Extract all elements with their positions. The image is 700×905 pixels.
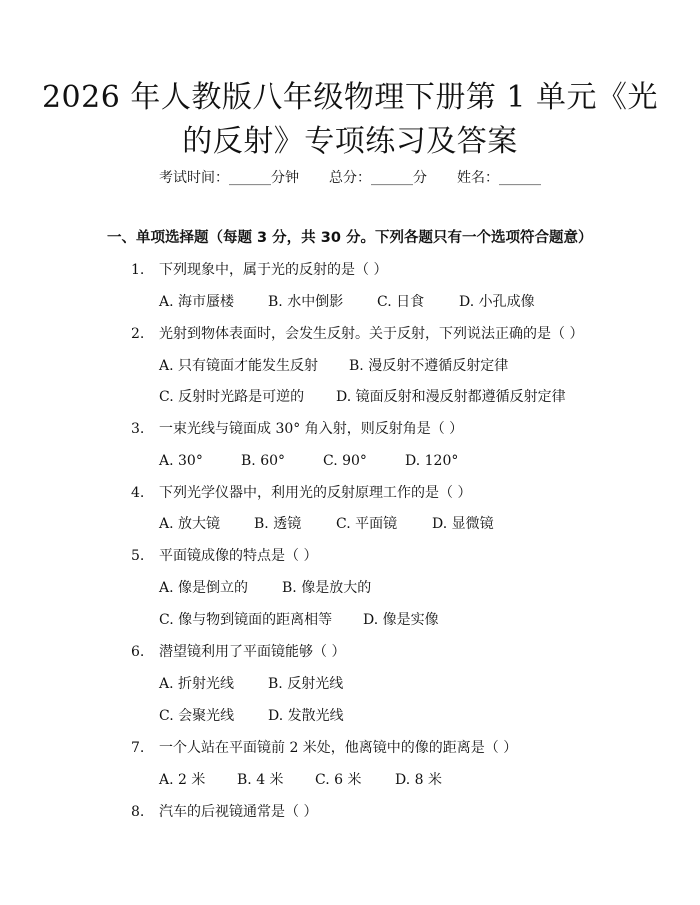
question-2 <box>131 324 583 344</box>
option-b: B. 像是放大的 <box>282 580 372 596</box>
option-c: C. 6 米 <box>315 772 362 788</box>
question-text: 汽车的后视镜通常是（ ） <box>159 804 318 820</box>
option-d: D. 显微镜 <box>432 516 494 532</box>
section-heading: 一、单项选择题（每题 3 分，共 30 分。下列各题只有一个选项符合题意） <box>107 230 593 246</box>
exam-meta-line <box>0 168 700 188</box>
option-a: A. 放大镜 <box>159 516 221 532</box>
question-number: 4. <box>131 485 145 501</box>
question-number: 3. <box>131 421 145 437</box>
page-title <box>40 76 660 164</box>
question-number: 7. <box>131 740 145 756</box>
option-b: B. 漫反射不遵循反射定律 <box>349 358 509 374</box>
question-text: 一束光线与镜面成 30° 角入射，则反射角是（ ） <box>159 421 464 437</box>
question-5 <box>131 546 317 566</box>
question-text: 光射到物体表面时，会发生反射。关于反射，下列说法正确的是（ ） <box>159 326 584 342</box>
option-d: D. 8 米 <box>395 772 442 788</box>
question-number: 5. <box>131 548 145 564</box>
question-6-options-row-1 <box>159 674 343 694</box>
option-b: B. 水中倒影 <box>268 294 344 310</box>
question-8 <box>131 802 317 822</box>
option-c: C. 像与物到镜面的距离相等 <box>159 612 333 628</box>
option-d: D. 发散光线 <box>268 708 344 724</box>
option-c: C. 反射时光路是可逆的 <box>159 389 305 405</box>
question-number: 8. <box>131 804 145 820</box>
question-4-options <box>159 514 494 534</box>
question-text: 下列光学仪器中，利用光的反射原理工作的是（ ） <box>159 485 472 501</box>
option-c: C. 日食 <box>377 294 425 310</box>
question-text: 下列现象中，属于光的反射的是（ ） <box>159 262 388 278</box>
option-a: A. 折射光线 <box>159 676 235 692</box>
student-name-field: 姓名：______ <box>457 170 541 186</box>
question-1-options <box>159 292 535 312</box>
question-number: 6. <box>131 644 145 660</box>
option-d: D. 120° <box>405 453 459 469</box>
question-5-options-row-1 <box>159 578 371 598</box>
option-b: B. 透镜 <box>254 516 302 532</box>
question-text: 潜望镜利用了平面镜能够（ ） <box>159 644 346 660</box>
option-b: B. 4 米 <box>237 772 284 788</box>
question-3-options <box>159 451 458 471</box>
total-score-field: 总分：______分 <box>329 170 427 186</box>
option-d: D. 镜面反射和漫反射都遵循反射定律 <box>336 389 566 405</box>
question-6 <box>131 642 345 662</box>
option-a: A. 30° <box>159 453 203 469</box>
option-d: D. 小孔成像 <box>459 294 535 310</box>
option-d: D. 像是实像 <box>363 612 439 628</box>
option-a: A. 像是倒立的 <box>159 580 249 596</box>
option-a: A. 2 米 <box>159 772 206 788</box>
question-6-options-row-2 <box>159 706 344 726</box>
option-b: B. 反射光线 <box>268 676 344 692</box>
question-3 <box>131 419 463 439</box>
question-4 <box>131 483 471 503</box>
option-b: B. 60° <box>241 453 286 469</box>
question-text: 一个人站在平面镜前 2 米处，他离镜中的像的距离是（ ） <box>159 740 518 756</box>
question-2-options-row-2 <box>159 387 566 407</box>
option-c: C. 会聚光线 <box>159 708 235 724</box>
option-a: A. 只有镜面才能发生反射 <box>159 358 319 374</box>
question-text: 平面镜成像的特点是（ ） <box>159 548 318 564</box>
option-c: C. 平面镜 <box>336 516 398 532</box>
title-line-2: 的反射》专项练习及答案 <box>182 124 518 159</box>
question-7-options <box>159 770 442 790</box>
question-number: 1. <box>131 262 145 278</box>
option-c: C. 90° <box>323 453 367 469</box>
question-1 <box>131 260 387 280</box>
question-5-options-row-2 <box>159 610 439 630</box>
exam-time-field: 考试时间：______分钟 <box>159 170 299 186</box>
question-2-options-row-1 <box>159 356 508 376</box>
title-line-1: 2026 年人教版八年级物理下册第 1 单元《光 <box>41 80 659 115</box>
question-number: 2. <box>131 326 145 342</box>
option-a: A. 海市蜃楼 <box>159 294 235 310</box>
question-7 <box>131 738 517 758</box>
